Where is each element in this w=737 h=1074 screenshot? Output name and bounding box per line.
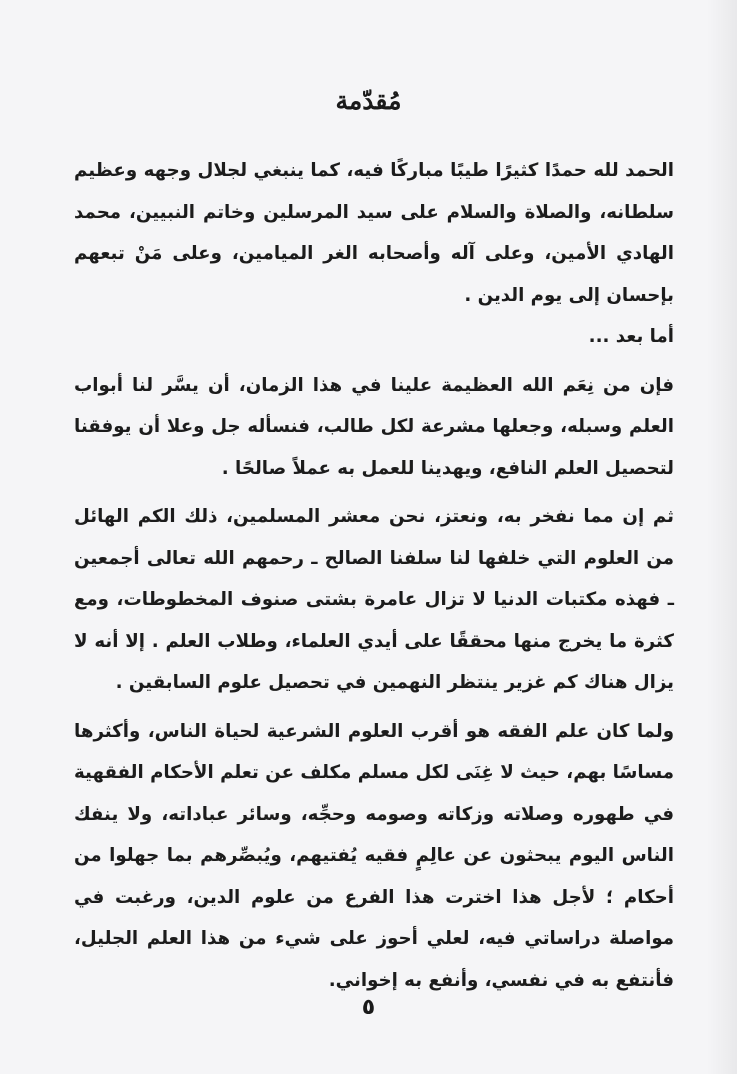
paragraph-blessings: فإن من نِعَم الله العظيمة علينا في هذا الزمان، أن يسَّر لنا أبواب العلم وسبله، وجعلها مشرعة لكل طالب، فنسأله جل وعلا أن يوفقنا لتحصيل العلم النافع، ويهدينا للعمل به عملاً صالحًا .	[74, 374, 674, 479]
page-number: ٥	[361, 995, 376, 1020]
page-edge-shadow	[707, 0, 737, 1074]
page-title: مُقدّمة	[335, 86, 402, 115]
paragraph-praise: الحمد لله حمدًا كثيرًا طيبًا مباركًا فيه، كما ينبغي لجلال وجهه وعظيم سلطانه، والصلاة والسلام على سيد المرسلين وخاتم النبيين، محمد الهادي الأمين، وعلى آله وأصحابه الغر الميامين، وعلى مَنْ تبعهم بإحسان إلى يوم الدين .	[74, 160, 674, 306]
paragraph-fiqh: ولما كان علم الفقه هو أقرب العلوم الشرعية لحياة الناس، وأكثرها مساسًا بهم، حيث لا غِنَى لكل مسلم مكلف عن تعلم الأحكام الفقهية في طهوره وصلاته وزكاته وصومه وحجِّه، وسائر عباداته، ولا ينفك الناس اليوم يبحثون عن عالِمٍ فقيه يُفتيهم، ويُبصِّرهم بما جهلوا من أحكام ؛ لأجل هذا اخترت هذا الفرع من علوم الدين، ورغبت في مواصلة دراساتي فيه، لعلي أحوز على شيء من هذا العلم الجليل، فأنتفع به في نفسي، وأنفع به إخواني.	[74, 720, 674, 991]
paragraph-heritage: ثم إن مما نفخر به، ونعتز، نحن معشر المسلمين، ذلك الكم الهائل من العلوم التي خلفها لنا سلفنا الصالح ـ رحمهم الله تعالى أجمعين ـ فهذه مكتبات الدنيا لا تزال عامرة بشتى صنوف المخطوطات، ومع كثرة ما يخرج منها محققًا على أيدي العلماء، وطلاب العلم . إلا أنه لا يزال هناك كم غزير ينتظر النهمين في تحصيل علوم السابقين .	[74, 506, 674, 693]
body-text	[74, 150, 674, 1001]
paragraph-amma-bad: أما بعد ...	[588, 326, 674, 347]
